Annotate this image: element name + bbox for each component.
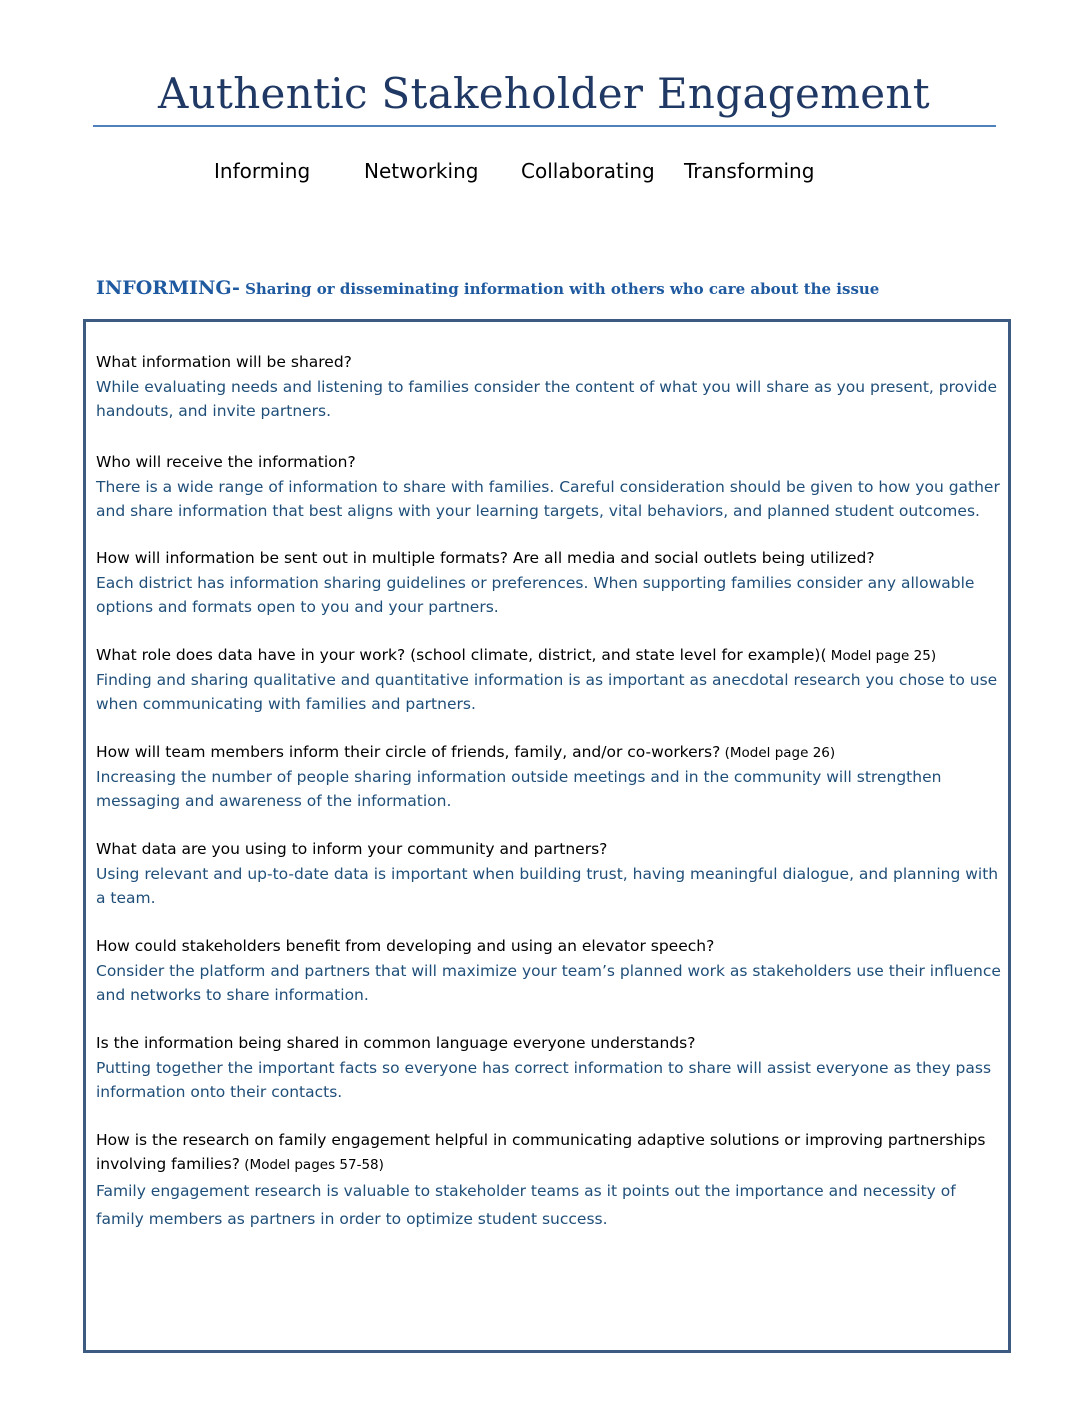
answer-text: Using relevant and up-to-date data is important when building trust, having meaningful dialogue, and planning with a team. <box>96 865 999 907</box>
answer-text: There is a wide range of information to share with families. Careful consideration should be given to how you gather and share information that best aligns with your learning targets, vital behaviors, and planned student outcomes. <box>96 478 1000 520</box>
stage-informing: Informing <box>214 159 311 183</box>
section-heading-title: INFORMING- <box>96 277 240 299</box>
question-item <box>96 643 1001 716</box>
question-item <box>96 837 1001 910</box>
model-page-reference: Model page 25) <box>826 648 937 664</box>
question-text: Is the information being shared in common language everyone understands? <box>96 1034 696 1052</box>
question-text: How will information be sent out in multiple formats? Are all media and social outlets being utilized? <box>96 549 875 567</box>
answer-text: Putting together the important facts so everyone has correct information to share will assist everyone as they pass information onto their contacts. <box>96 1059 992 1101</box>
question-text: How will team members inform their circle of friends, family, and/or co-workers? (Model page 26) <box>96 743 836 761</box>
question-item <box>96 546 1001 619</box>
section-heading <box>96 274 1016 303</box>
answer-text: Each district has information sharing guidelines or preferences. When supporting families consider any allowable options and formats open to you and your partners. <box>96 574 975 616</box>
question-item <box>96 934 1001 1007</box>
question-text: How could stakeholders benefit from developing and using an elevator speech? <box>96 937 715 955</box>
stage-collaborating: Collaborating <box>521 159 655 183</box>
question-text: How is the research on family engagement helpful in communicating adaptive solutions or improving partnerships involving families? (Model pages 57-58) <box>96 1131 986 1173</box>
question-text: What role does data have in your work? (school climate, district, and state level for example)( Model page 25) <box>96 646 937 664</box>
section-heading-description: Sharing or disseminating information with others who care about the issue <box>239 280 880 298</box>
answer-text: Consider the platform and partners that will maximize your team’s planned work as stakeholders use their influence and networks to share information. <box>96 962 1001 1004</box>
question-text: What information will be shared? <box>96 353 352 371</box>
question-item <box>96 740 1001 813</box>
answer-text: Finding and sharing qualitative and quantitative information is as important as anecdotal research you chose to use when communicating with families and partners. <box>96 671 998 713</box>
page-title: Authentic Stakeholder Engagement <box>158 69 930 118</box>
answer-text: Family engagement research is valuable to stakeholder teams as it points out the importance and necessity of family members as partners in order to optimize student success. <box>96 1182 956 1228</box>
title-divider <box>93 125 996 127</box>
answer-text: Increasing the number of people sharing information outside meetings and in the community will strengthen messaging and awareness of the information. <box>96 768 942 810</box>
stage-list <box>0 156 1088 186</box>
stage-networking: Networking <box>364 159 479 183</box>
model-page-reference: (Model pages 57-58) <box>239 1157 384 1173</box>
question-item <box>96 1128 1001 1233</box>
model-page-reference: (Model page 26) <box>720 745 836 761</box>
question-item <box>96 350 1001 423</box>
question-item <box>96 450 1001 523</box>
question-text: What data are you using to inform your community and partners? <box>96 840 608 858</box>
stage-transforming: Transforming <box>684 159 815 183</box>
question-list <box>96 350 1001 1233</box>
question-item <box>96 1031 1001 1104</box>
answer-text: While evaluating needs and listening to families consider the content of what you will share as you present, provide handouts, and invite partners. <box>96 378 997 420</box>
question-text: Who will receive the information? <box>96 453 356 471</box>
